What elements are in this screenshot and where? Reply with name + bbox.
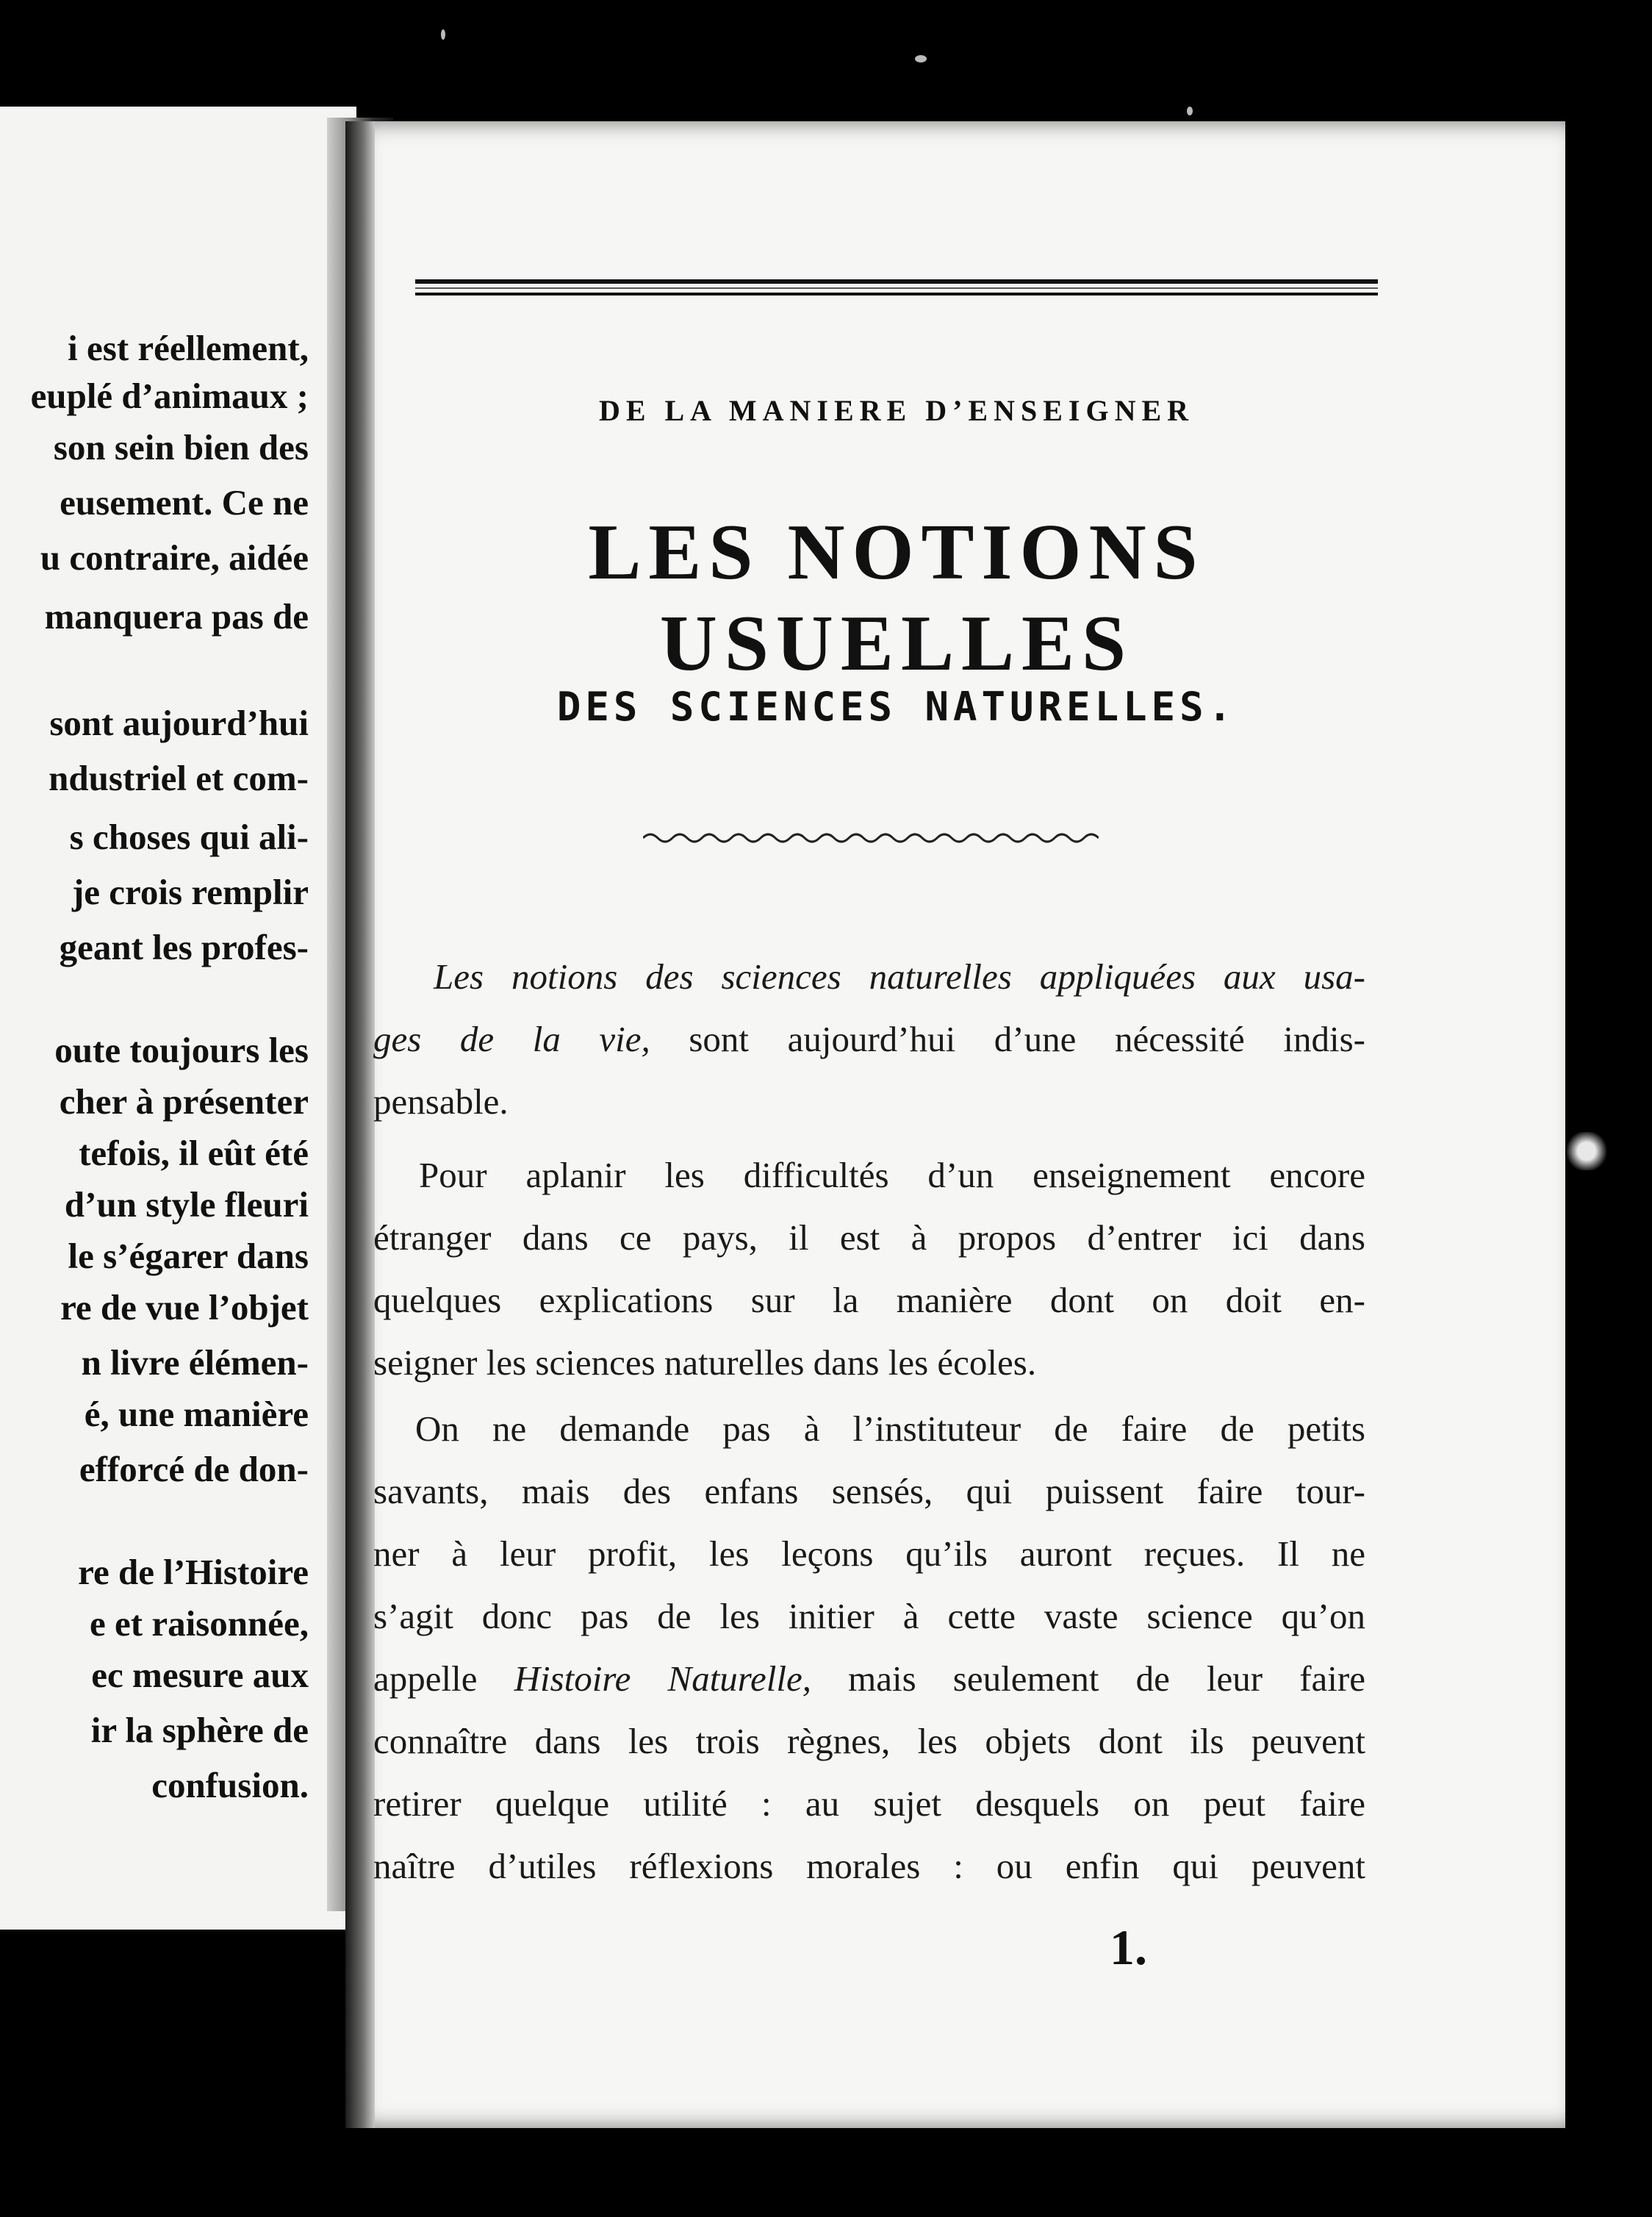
left-page-line: s choses qui ali- [69, 817, 309, 857]
left-page-line: geant les profes- [59, 927, 309, 967]
body-italic: Les notions des sciences naturelles appliquées aux usa- [434, 956, 1365, 997]
left-page-line: re de vue l’objet [60, 1287, 309, 1328]
left-page-line: e et raisonnée, [90, 1603, 309, 1644]
body-line: Pour aplanir les difficultés d’un enseignement encore [419, 1155, 1365, 1195]
left-page-line: ndustriel et com- [49, 758, 309, 798]
film-speck [1564, 1132, 1609, 1170]
left-page-line: efforcé de don- [79, 1449, 309, 1489]
left-page-line: le s’égarer dans [68, 1236, 309, 1276]
body-italic: Histoire Naturelle, [514, 1658, 812, 1699]
left-page-line: je crois remplir [71, 872, 309, 912]
body-line: retirer quelque utilité : au sujet desquels on peut faire [373, 1783, 1365, 1824]
left-page-line: oute toujours les [54, 1030, 309, 1070]
body-line: quelques explications sur la manière dont on doit en- [373, 1280, 1365, 1320]
wave-ornament [643, 827, 1099, 849]
left-page-line: u contraire, aidée [40, 537, 309, 578]
body-line [373, 1018, 1365, 1060]
page-spine-shadow [345, 121, 375, 2128]
body-line: On ne demande pas à l’instituteur de faire de petits [415, 1408, 1365, 1449]
body-text: mais seulement de leur faire [811, 1658, 1365, 1699]
body-line: pensable. [373, 1081, 509, 1122]
page-number: 1. [1110, 1919, 1147, 1975]
left-page-line: é, une manière [84, 1394, 309, 1434]
body-line [373, 1658, 1365, 1700]
left-page-line: re de l’Histoire [78, 1552, 309, 1592]
page-subtitle: DES SCIENCES NATURELLES. [556, 684, 1237, 730]
left-page-line: eusement. Ce ne [60, 482, 309, 523]
body-text: sont aujourd’hui d’une nécessité indis- [650, 1019, 1365, 1059]
left-page-line: ir la sphère de [90, 1710, 309, 1750]
left-page-line: ec mesure aux [91, 1655, 309, 1695]
body-line: savants, mais des enfans sensés, qui puissent faire tour- [373, 1471, 1365, 1511]
body-line: ner à leur profit, les leçons qu’ils auront reçues. Il ne [373, 1533, 1365, 1574]
left-page-line: tefois, il eût été [79, 1133, 309, 1173]
left-page-line: son sein bien des [53, 427, 309, 468]
body-text: appelle [373, 1658, 514, 1699]
film-speck [1187, 107, 1193, 115]
page-title: LES NOTIONS USUELLES [588, 509, 1205, 687]
left-page-line: euplé d’animaux ; [30, 376, 309, 416]
left-page-line: i est réellement, [68, 328, 309, 368]
film-speck [441, 29, 445, 40]
film-speck [915, 55, 927, 62]
left-page-line: confusion. [151, 1765, 309, 1805]
body-line: naître d’utiles réflexions morales : ou enfin qui peuvent [373, 1846, 1365, 1886]
left-page-line: cher à présenter [59, 1081, 309, 1122]
left-page-line: manquera pas de [44, 596, 309, 637]
body-italic: ges de la vie, [373, 1019, 650, 1059]
body-line: étranger dans ce pays, il est à propos d’entrer ici dans [373, 1217, 1365, 1258]
left-page-line: sont aujourd’hui [49, 703, 309, 743]
body-line: seigner les sciences naturelles dans les écoles. [373, 1342, 1037, 1383]
body-line: s’agit donc pas de les initier à cette vaste science qu’on [373, 1596, 1365, 1636]
body-line [434, 956, 1365, 998]
left-page-line: d’un style fleuri [64, 1184, 309, 1225]
left-page-line: n livre élémen- [81, 1342, 309, 1383]
body-line: connaître dans les trois règnes, les objets dont ils peuvent [373, 1721, 1365, 1761]
chapter-kicker: DE LA MANIERE D’ENSEIGNER [598, 394, 1195, 427]
top-rule [415, 279, 1378, 296]
